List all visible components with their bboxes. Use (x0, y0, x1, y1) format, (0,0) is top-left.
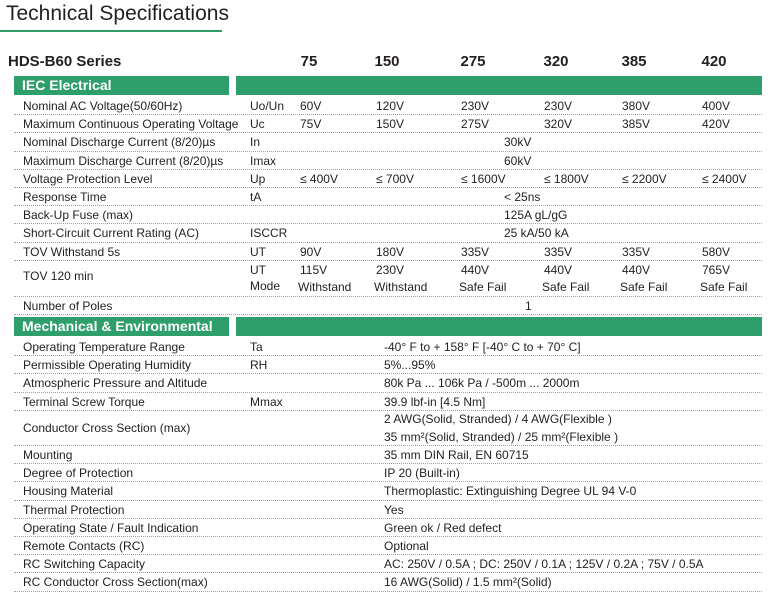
row-divider (14, 591, 762, 592)
row-label: Nominal Discharge Current (8/20)µs (23, 135, 216, 150)
row-value-line2: 35 mm²(Solid, Stranded) / 25 mm²(Flexible ) (384, 430, 619, 444)
row-symbol: Ta (250, 340, 263, 354)
row-label: Terminal Screw Torque (23, 394, 145, 409)
row-value: 25 kA/50 kA (504, 226, 569, 241)
section-bar-iec-right (236, 76, 762, 95)
row-value: 5%...95% (384, 358, 436, 373)
table-row (14, 464, 762, 482)
row-value: ≤ 2200V (622, 171, 667, 186)
table-row (14, 519, 762, 537)
row-label: Permissible Operating Humidity (23, 358, 192, 373)
row-value: 230V (544, 99, 573, 113)
row-label: Operating Temperature Range (23, 340, 185, 354)
table-row (14, 537, 762, 555)
row-value: 335V (622, 244, 651, 259)
row-value: 335V (461, 244, 490, 259)
row-label: Thermal Protection (23, 502, 125, 517)
table-row-conductor (14, 410, 762, 446)
row-symbol: UT (250, 244, 266, 259)
row-value: 320V (544, 117, 573, 132)
table-row (14, 446, 762, 464)
table-row (14, 243, 762, 261)
row-value: AC: 250V / 0.5A ; DC: 250V / 0.1A ; 125V / 0.2A ; 75V / 0.5A (384, 557, 704, 572)
table-row (14, 206, 762, 224)
row-value-line1: 2 AWG(Solid, Stranded) / 4 AWG(Flexible ) (384, 412, 612, 426)
table-row (14, 188, 762, 206)
row-label: Degree of Protection (23, 466, 134, 481)
table-row (14, 374, 762, 392)
row-label: TOV 120 min (23, 269, 94, 283)
row-label: Short-Circuit Current Rating (AC) (23, 226, 200, 241)
row-value: ≤ 1600V (461, 171, 506, 186)
row-symbol: RH (250, 358, 268, 373)
row-symbol: Mmax (250, 394, 283, 409)
voltage-header-150: 150 (374, 53, 400, 70)
row-mode: Safe Fail (700, 280, 748, 294)
row-value: Yes (384, 502, 404, 517)
row-label: TOV Withstand 5s (23, 244, 121, 259)
row-value: 30kV (504, 135, 532, 150)
row-label: Conductor Cross Section (max) (23, 421, 191, 435)
row-value: -40° F to + 158° F [-40° C to + 70° C] (384, 340, 581, 354)
row-value: 115V (300, 263, 328, 277)
row-label: Number of Poles (23, 299, 113, 313)
row-value: < 25ns (504, 190, 541, 204)
table-row (14, 393, 762, 411)
table-row (14, 482, 762, 500)
row-value: 1 (525, 299, 532, 313)
row-value: 385V (622, 117, 651, 132)
row-label: Maximum Continuous Operating Voltage (23, 117, 239, 132)
row-value: 580V (702, 244, 731, 259)
row-label: Operating State / Fault Indication (23, 520, 199, 535)
table-row (14, 133, 762, 151)
row-value: 39.9 lbf-in [4.5 Nm] (384, 394, 486, 409)
row-label: Atmospheric Pressure and Altitude (23, 376, 208, 391)
voltage-header-420: 420 (701, 53, 727, 70)
row-symbol: Up (250, 171, 266, 186)
row-symbol: Uo/Un (250, 99, 285, 113)
table-row (14, 115, 762, 133)
row-symbol: tA (250, 190, 262, 204)
row-value: 335V (544, 244, 573, 259)
row-value: 120V (376, 99, 405, 113)
row-value: 150V (376, 117, 405, 132)
row-mode: Withstand (298, 280, 352, 294)
row-value: 35 mm DIN Rail, EN 60715 (384, 448, 529, 462)
row-value: ≤ 1800V (544, 171, 589, 186)
table-row (14, 356, 762, 374)
table-row (14, 573, 762, 591)
row-label: RC Conductor Cross Section(max) (23, 575, 208, 590)
row-value: 440V (544, 263, 573, 277)
row-label: Maximum Discharge Current (8/20)µs (23, 153, 224, 168)
row-value: 765V (702, 263, 731, 277)
page-title: Technical Specifications (6, 2, 229, 25)
row-symbol: Imax (250, 153, 277, 168)
title-underline (0, 30, 222, 32)
section-title-mech: Mechanical & Environmental (22, 318, 213, 334)
row-value: ≤ 700V (376, 171, 414, 186)
row-value: 230V (461, 99, 490, 113)
row-label: Back-Up Fuse (max) (23, 208, 134, 223)
row-label: Remote Contacts (RC) (23, 539, 145, 553)
section-title-iec: IEC Electrical (22, 77, 112, 93)
row-symbol: In (250, 135, 261, 150)
section-bar-mech-right (236, 317, 762, 336)
row-label: Mounting (23, 448, 73, 462)
row-value: Thermoplastic: Extinguishing Degree UL 94 V-0 (384, 484, 637, 499)
row-value: 420V (702, 117, 731, 132)
row-mode: Safe Fail (542, 280, 590, 294)
row-value: IP 20 (Built-in) (384, 466, 460, 481)
row-value: 90V (300, 244, 322, 259)
row-value: 75V (300, 117, 322, 132)
row-label: Voltage Protection Level (23, 171, 153, 186)
row-label: Nominal AC Voltage(50/60Hz) (23, 99, 183, 113)
row-value: ≤ 400V (300, 171, 338, 186)
row-value: 230V (376, 263, 405, 277)
row-value: 80k Pa ... 106k Pa / -500m ... 2000m (384, 376, 580, 391)
row-label: RC Switching Capacity (23, 557, 146, 572)
voltage-header-75: 75 (300, 53, 318, 70)
voltage-header-385: 385 (621, 53, 647, 70)
row-mode: Withstand (374, 280, 428, 294)
table-row (14, 170, 762, 188)
row-value: 60kV (504, 153, 532, 168)
row-value: 180V (376, 244, 405, 259)
row-value: 440V (461, 263, 490, 277)
table-row (14, 501, 762, 519)
table-row-tov-120 (14, 261, 762, 297)
row-value: 125A gL/gG (504, 208, 568, 223)
row-value: ≤ 2400V (702, 171, 747, 186)
table-row (14, 555, 762, 573)
row-symbol: UT (250, 263, 266, 277)
series-title: HDS-B60 Series (8, 53, 122, 70)
row-symbol: Uc (250, 117, 265, 132)
row-label: Housing Material (23, 484, 114, 499)
table-row (14, 152, 762, 170)
row-value: Green ok / Red defect (384, 520, 502, 535)
table-row (14, 224, 762, 242)
row-value: 275V (461, 117, 490, 132)
row-mode: Safe Fail (459, 280, 507, 294)
voltage-header-320: 320 (543, 53, 569, 70)
table-row-poles (14, 297, 762, 315)
row-value: 380V (622, 99, 651, 113)
row-value: 60V (300, 99, 322, 113)
table-row (14, 338, 762, 356)
row-value: 16 AWG(Solid) / 1.5 mm²(Solid) (384, 575, 552, 590)
row-value: Optional (384, 539, 429, 553)
table-row (14, 97, 762, 115)
row-value: 440V (622, 263, 651, 277)
voltage-header-275: 275 (460, 53, 486, 70)
row-label: Response Time (23, 190, 107, 204)
row-value: 400V (702, 99, 731, 113)
row-symbol-mode: Mode (250, 279, 281, 293)
row-mode: Safe Fail (620, 280, 668, 294)
row-symbol: ISCCR (250, 226, 288, 241)
